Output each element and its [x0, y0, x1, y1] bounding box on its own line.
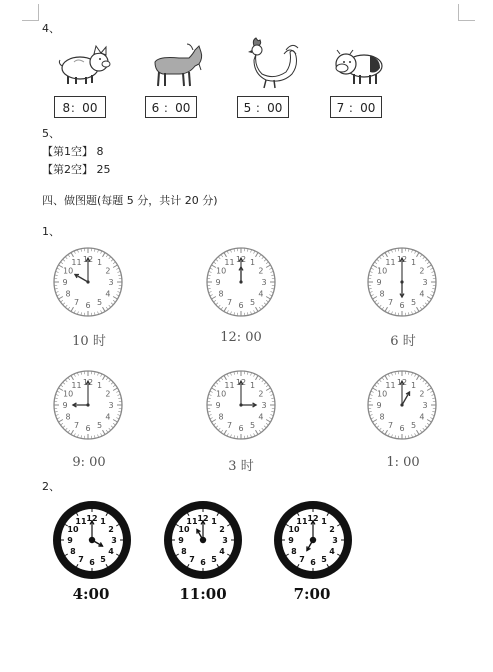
dial-number: 1	[96, 381, 103, 391]
dial-number: 6	[238, 301, 244, 310]
pig-image	[56, 42, 114, 88]
dial-number: 5	[100, 555, 106, 565]
dial-number: 2	[219, 525, 225, 534]
clock-center	[239, 403, 242, 406]
dial-number: 9	[288, 536, 294, 545]
dial-number: 11	[71, 258, 82, 268]
caption-1: 1: 00	[386, 455, 420, 470]
dial-number: 3	[332, 536, 338, 545]
dial-number: 10	[178, 525, 190, 534]
dial-number: 2	[329, 525, 335, 534]
dial-number: 9	[62, 278, 68, 287]
answer-value-2: 25	[96, 163, 111, 176]
dial-number: 7	[226, 297, 233, 307]
dial-number: 2	[419, 266, 425, 276]
cow-image	[332, 44, 388, 88]
dial-number: 4	[108, 547, 114, 556]
dial-number: 6	[85, 301, 91, 310]
caption-6: 6 时	[390, 334, 416, 349]
dial-number: 12	[235, 378, 247, 387]
dial-number: 12	[396, 255, 408, 264]
dial-number: 6	[399, 301, 405, 310]
dial-number: 12	[86, 514, 98, 523]
bold-clock-7	[273, 500, 353, 580]
dial-number: 1	[249, 258, 256, 268]
dial-number: 3	[422, 401, 428, 410]
dial-number: 2	[108, 525, 114, 534]
dial-number: 4	[419, 412, 425, 422]
dial-number: 9	[178, 536, 184, 545]
dial-number: 4	[105, 412, 111, 422]
dial-number: 11	[224, 381, 235, 391]
time-box-goat: 6 ：00	[145, 96, 197, 118]
dial-number: 12	[82, 255, 94, 264]
answer-label-2: 【第2空】	[42, 163, 93, 176]
dial-number: 11	[385, 381, 396, 391]
dial-number: 8	[65, 289, 71, 299]
p1-number: 1、	[42, 225, 60, 238]
dial-number: 3	[108, 278, 114, 287]
dial-number: 12	[396, 378, 408, 387]
clock-1	[365, 368, 439, 442]
bold-clock-11	[163, 500, 243, 580]
answer-line-1	[42, 145, 104, 159]
dial-number: 3	[261, 401, 267, 410]
dial-number: 12	[307, 514, 319, 523]
dial-number: 3	[111, 536, 117, 545]
dial-number: 9	[215, 401, 221, 410]
dial-number: 7	[73, 297, 80, 307]
time-box-pig: 8：00	[54, 96, 106, 118]
dial-number: 4	[258, 412, 264, 422]
dial-number: 3	[222, 536, 228, 545]
dial-number: 3	[261, 278, 267, 287]
dial-number: 9	[376, 278, 382, 287]
dial-number: 5	[249, 297, 256, 307]
dial-number: 11	[296, 516, 308, 526]
dial-number: 10	[62, 389, 74, 399]
dial-number: 9	[62, 401, 68, 410]
dial-number: 9	[67, 536, 73, 545]
dial-number: 8	[65, 412, 71, 422]
dial-number: 6	[310, 558, 316, 567]
dial-number: 2	[258, 266, 264, 276]
dial-number: 2	[105, 389, 111, 399]
caption-9: 9: 00	[72, 455, 106, 470]
dial-number: 4	[329, 547, 335, 556]
dial-number: 1	[100, 516, 106, 526]
dial-number: 2	[258, 389, 264, 399]
dial-number: 7	[299, 555, 305, 565]
dial-number: 1	[211, 516, 217, 526]
dial-number: 12	[235, 255, 247, 264]
dial-number: 6	[85, 424, 91, 433]
dial-number: 1	[410, 381, 417, 391]
clock-center	[400, 403, 403, 406]
clock-center	[310, 537, 316, 543]
dial-number: 5	[321, 555, 327, 565]
dial-number: 8	[379, 289, 385, 299]
q5-number: 5、	[42, 127, 60, 140]
dial-number: 8	[218, 289, 224, 299]
dial-number: 10	[215, 389, 227, 399]
clock-center	[200, 537, 206, 543]
dial-number: 2	[419, 389, 425, 399]
bold-clock-4	[52, 500, 132, 580]
dial-number: 9	[215, 278, 221, 287]
dial-number: 4	[105, 289, 111, 299]
dial-number: 7	[73, 420, 80, 430]
dial-number: 11	[71, 381, 82, 391]
dial-number: 8	[70, 547, 76, 556]
dial-number: 5	[410, 297, 417, 307]
dial-number: 4	[258, 289, 264, 299]
q4-number: 4、	[42, 22, 60, 35]
dial-number: 7	[78, 555, 84, 565]
dial-number: 6	[238, 424, 244, 433]
dial-number: 11	[224, 258, 235, 268]
dial-number: 6	[200, 558, 206, 567]
rooster-image	[242, 36, 300, 90]
dial-number: 5	[96, 297, 103, 307]
crop-mark-top-left	[22, 4, 39, 21]
dial-number: 5	[410, 420, 417, 430]
time-box-rooster: 5 ：00	[237, 96, 289, 118]
dial-number: 9	[376, 401, 382, 410]
answer-value-1: 8	[96, 145, 104, 158]
answer-line-2	[42, 163, 111, 177]
dial-number: 10	[376, 266, 388, 276]
crop-mark-top-right	[458, 4, 475, 21]
dial-number: 8	[218, 412, 224, 422]
time-box-cow: 7 ：00	[330, 96, 382, 118]
dial-number: 7	[226, 420, 233, 430]
dial-number: 10	[376, 389, 388, 399]
dial-number: 6	[89, 558, 95, 567]
dial-number: 7	[387, 420, 394, 430]
clock-center	[86, 280, 89, 283]
dial-number: 4	[219, 547, 225, 556]
bold-caption-7: 7:00	[293, 585, 331, 603]
dial-number: 2	[105, 266, 111, 276]
dial-number: 11	[186, 516, 198, 526]
dial-number: 12	[197, 514, 209, 523]
bold-caption-11: 11:00	[179, 585, 227, 603]
clock-3	[204, 368, 278, 442]
dial-number: 10	[62, 266, 74, 276]
goat-image	[149, 42, 207, 90]
dial-number: 12	[82, 378, 94, 387]
dial-number: 7	[189, 555, 195, 565]
dial-number: 8	[379, 412, 385, 422]
dial-number: 10	[67, 525, 79, 534]
dial-number: 5	[249, 420, 256, 430]
bold-caption-4: 4:00	[72, 585, 110, 603]
dial-number: 7	[387, 297, 394, 307]
dial-number: 1	[410, 258, 417, 268]
clock-center	[86, 403, 89, 406]
clock-6	[365, 245, 439, 319]
dial-number: 1	[249, 381, 256, 391]
section-title: 四、做图题(每题 5 分，共计 20 分)	[42, 194, 218, 207]
caption-10: 10 时	[72, 334, 106, 349]
dial-number: 1	[321, 516, 327, 526]
dial-number: 3	[422, 278, 428, 287]
dial-number: 11	[385, 258, 396, 268]
clock-10	[51, 245, 125, 319]
dial-number: 3	[108, 401, 114, 410]
clock-center	[400, 280, 403, 283]
dial-number: 11	[75, 516, 87, 526]
clock-center	[89, 537, 95, 543]
dial-number: 8	[181, 547, 187, 556]
answer-label-1: 【第1空】	[42, 145, 93, 158]
dial-number: 8	[291, 547, 297, 556]
dial-number: 10	[288, 525, 300, 534]
dial-number: 10	[215, 266, 227, 276]
p2-number: 2、	[42, 480, 60, 493]
caption-3: 3 时	[228, 459, 254, 474]
dial-number: 4	[419, 289, 425, 299]
clock-9	[51, 368, 125, 442]
clock-12	[204, 245, 278, 319]
dial-number: 5	[96, 420, 103, 430]
dial-number: 6	[399, 424, 405, 433]
caption-12: 12: 00	[220, 330, 262, 345]
clock-center	[239, 280, 242, 283]
dial-number: 5	[211, 555, 217, 565]
dial-number: 1	[96, 258, 103, 268]
